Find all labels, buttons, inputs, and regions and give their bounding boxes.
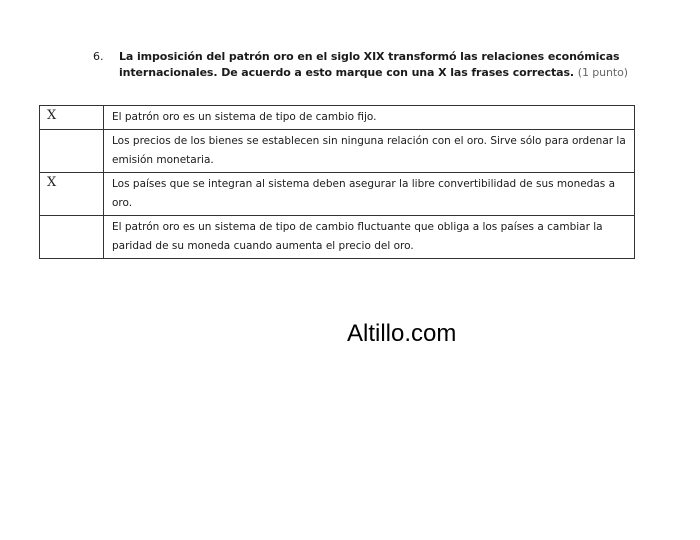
table-row (40, 129, 635, 172)
question-prompt: La imposición del patrón oro en el siglo XIX transformó las relaciones económicas internacionales. De acuerdo a esto marque con una X las frases correctas. (119, 50, 620, 79)
answer-statement: El patrón oro es un sistema de tipo de cambio fijo. (104, 106, 635, 130)
table-row (40, 172, 635, 215)
answer-mark-cell[interactable] (40, 215, 104, 258)
answer-mark-cell[interactable]: X (40, 106, 104, 130)
answer-mark-cell[interactable] (40, 129, 104, 172)
question-text (119, 49, 653, 81)
answers-table (39, 105, 635, 259)
question-block (93, 49, 653, 81)
table-row (40, 106, 635, 130)
answer-statement: El patrón oro es un sistema de tipo de cambio fluctuante que obliga a los países a cambiar la paridad de su moneda cuando aumenta el precio del oro. (104, 215, 635, 258)
question-points: (1 punto) (577, 66, 628, 79)
answer-mark-cell[interactable]: X (40, 172, 104, 215)
answer-statement: Los países que se integran al sistema deben asegurar la libre convertibilidad de sus monedas a oro. (104, 172, 635, 215)
question-number: 6. (93, 50, 104, 63)
table-row (40, 215, 635, 258)
watermark: Altillo.com (347, 320, 457, 347)
answer-statement: Los precios de los bienes se establecen sin ninguna relación con el oro. Sirve sólo para ordenar la emisión monetaria. (104, 129, 635, 172)
